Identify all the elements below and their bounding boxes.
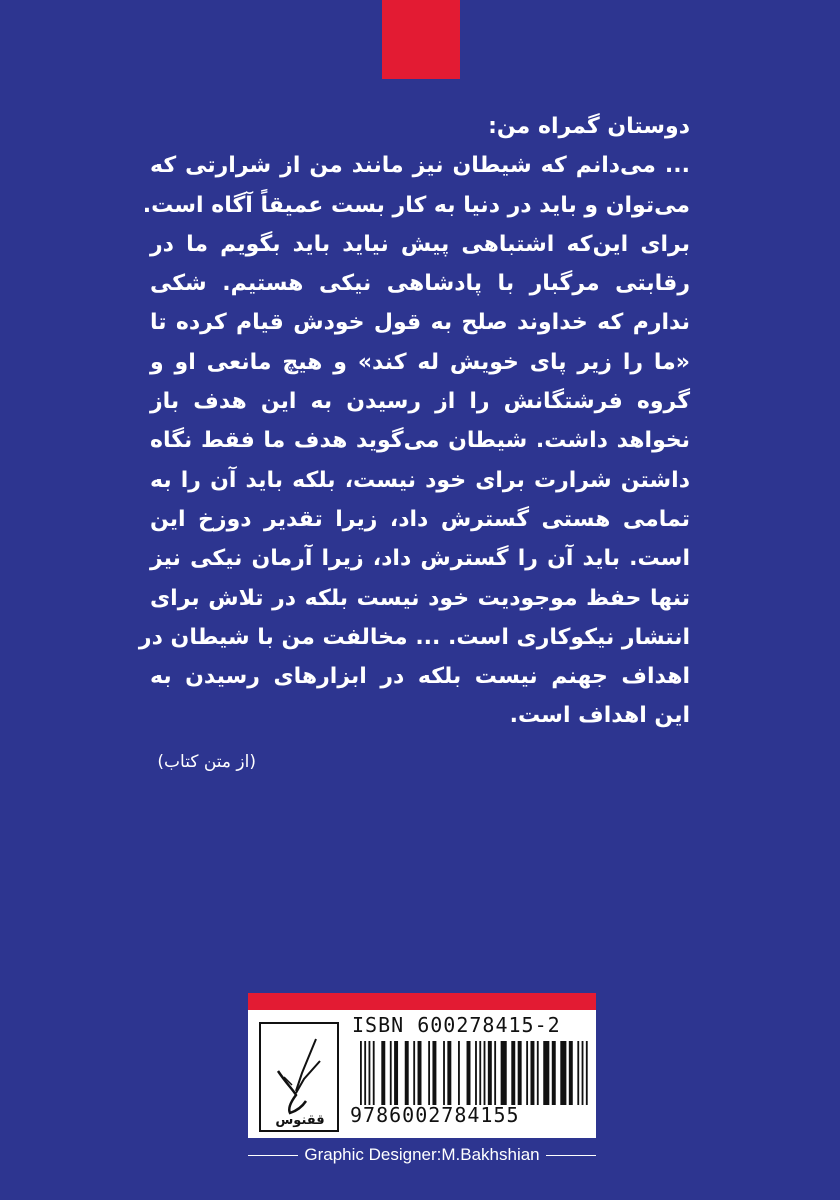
barcode-bar: [405, 1041, 409, 1105]
barcode-bar: [488, 1041, 492, 1105]
barcode-bar: [390, 1041, 392, 1105]
blurb-line: نخواهد داشت. شیطان می‌گوید هدف ما فقط نگاه: [150, 428, 690, 454]
barcode-bars: [360, 1041, 588, 1105]
blurb-line: تمامی هستی گسترش داد، زیرا تقدیر دوزخ این: [150, 506, 690, 532]
barcode-bar: [511, 1041, 515, 1105]
barcode-bar: [418, 1041, 422, 1105]
barcode-digits: 9786002784155: [350, 1103, 520, 1127]
top-red-tab: [382, 0, 460, 79]
barcode-bar: [518, 1041, 522, 1105]
barcode-bar: [577, 1041, 579, 1105]
barcode-bar: [369, 1041, 371, 1105]
blurb-line: داشتن شرارت برای خود نیست، بلکه باید آن را به: [150, 467, 690, 493]
barcode-bar: [360, 1041, 362, 1105]
source-note: (از متن کتاب): [157, 752, 256, 772]
back-cover-blurb: [138, 107, 690, 736]
designer-credit-row: [248, 1143, 596, 1167]
barcode-bar: [484, 1041, 486, 1105]
barcode-bar: [582, 1041, 584, 1105]
barcode-card: [248, 993, 596, 1138]
barcode-bar: [447, 1041, 451, 1105]
blurb-line: این اهداف است.: [509, 703, 690, 729]
designer-credit: Graphic Designer:M.Bakhshian: [304, 1145, 540, 1164]
blurb-line: ندارم که خداوند صلح به قول خودش قیام کرده تا: [150, 310, 690, 336]
blurb-line: است. باید آن را گسترش داد، زیرا آرمان نیکی نیز: [150, 546, 690, 572]
barcode-bar: [526, 1041, 528, 1105]
barcode-bar: [467, 1041, 471, 1105]
barcode-bar: [373, 1041, 375, 1105]
barcode-bar: [364, 1041, 366, 1105]
barcode-bar: [560, 1041, 566, 1105]
isbn-label: ISBN 600278415-2: [352, 1013, 561, 1037]
barcode-bar: [586, 1041, 588, 1105]
barcode-bar: [569, 1041, 573, 1105]
blurb-line: ... می‌دانم که شیطان نیز مانند من از شرارتی که: [150, 153, 690, 179]
blurb-line: «ما را زیر پای خویش له کند» و هیچ مانعی او و: [150, 349, 690, 375]
barcode-bar: [543, 1041, 549, 1105]
barcode-bar: [479, 1041, 481, 1105]
barcode-bar: [475, 1041, 477, 1105]
phoenix-logo: [256, 1021, 342, 1133]
logo-wordmark: ققنوس: [275, 1113, 325, 1128]
barcode-bar: [432, 1041, 436, 1105]
blurb-line: می‌توان و باید در دنیا به کار بست عمیقاً آگاه است.: [142, 192, 690, 218]
blurb-line: رقابتی مرگبار با پادشاهی نیکی هستیم. شکی: [150, 271, 690, 297]
blurb-line: اهداف جهنم نیست بلکه در ابزارهای رسیدن به: [150, 664, 690, 690]
barcode-bar: [443, 1041, 445, 1105]
barcode-bar: [537, 1041, 539, 1105]
barcode-bar: [428, 1041, 430, 1105]
credit-rule-left: [248, 1155, 298, 1156]
barcode-red-strip: [248, 993, 596, 1010]
barcode-bar: [413, 1041, 415, 1105]
barcode-bar: [501, 1041, 507, 1105]
barcode-bar: [381, 1041, 385, 1105]
barcode-bar: [530, 1041, 534, 1105]
blurb-line: تنها حفظ موجودیت خود نیست بلکه در تلاش برای: [150, 585, 690, 611]
blurb-line: برای این‌که اشتباهی پیش نیاید باید بگویم ما در: [150, 231, 690, 257]
blurb-line: انتشار نیکوکاری است. ... مخالفت من با شیطان در: [138, 624, 690, 650]
barcode-bar: [552, 1041, 556, 1105]
barcode-bar: [494, 1041, 496, 1105]
blurb-line: دوستان گمراه من:: [488, 114, 690, 139]
barcode-bar: [394, 1041, 398, 1105]
barcode-bar: [458, 1041, 460, 1105]
blurb-line: گروه فرشتگانش را از رسیدن به این هدف باز: [150, 389, 690, 415]
credit-rule-right: [546, 1155, 596, 1156]
